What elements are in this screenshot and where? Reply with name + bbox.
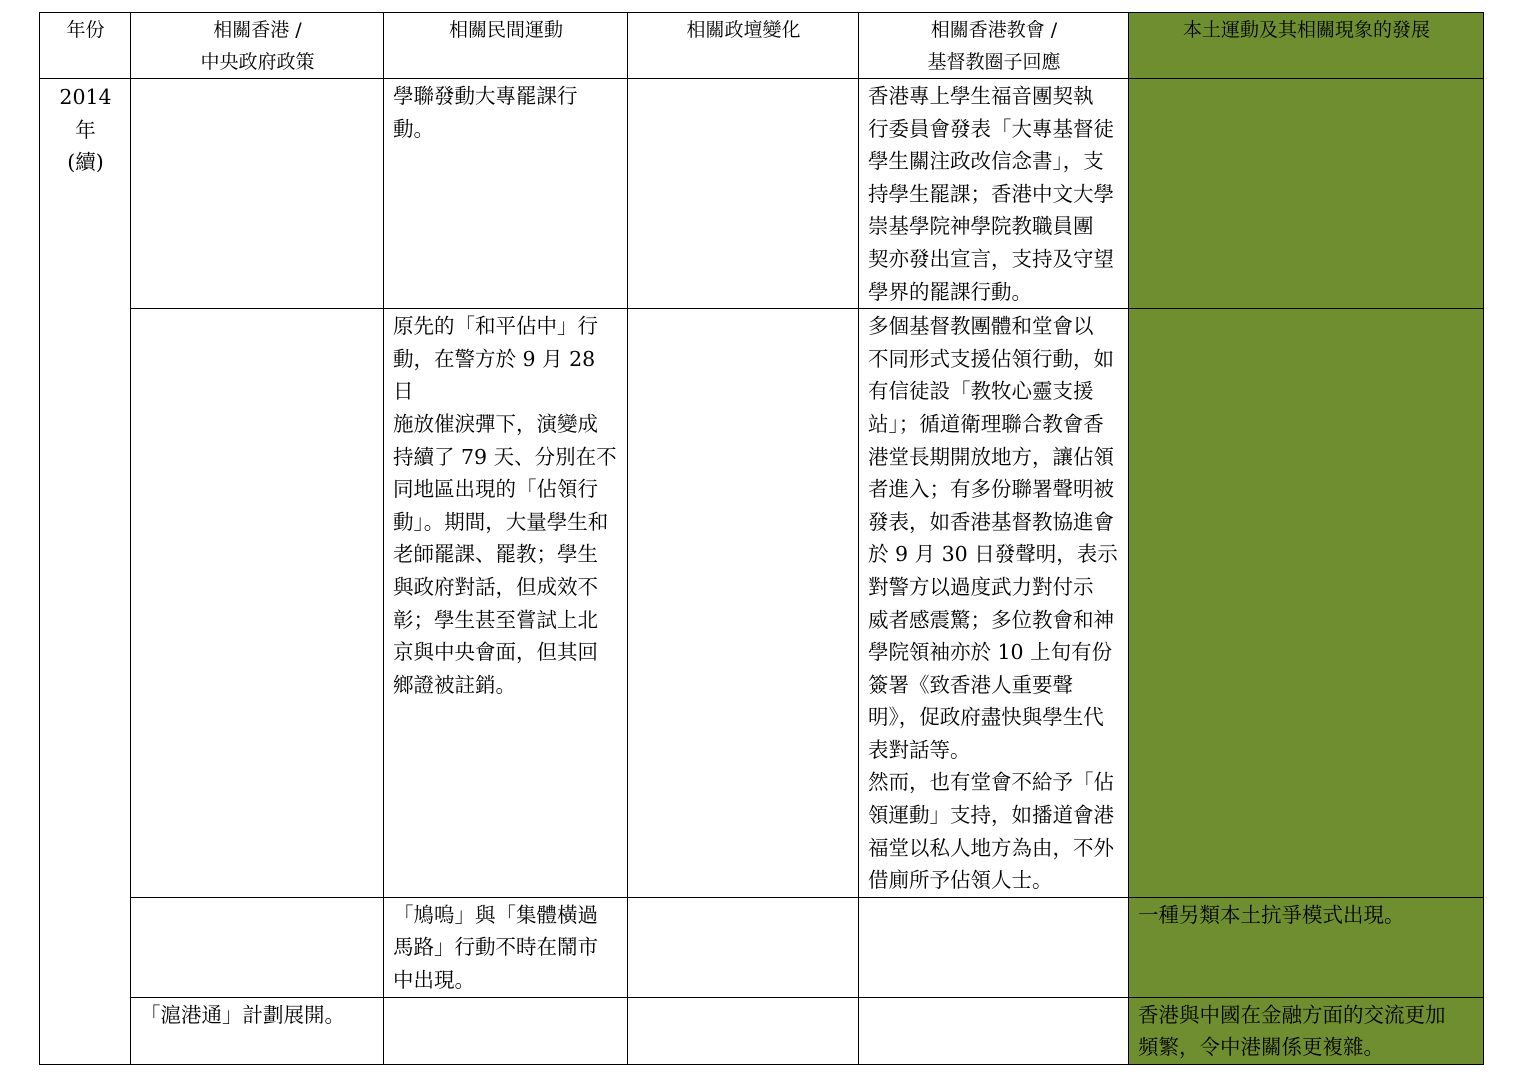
table-header-row	[40, 13, 1484, 79]
localism-cell: 一種另類本土抗爭模式出現。	[1129, 897, 1484, 997]
church-cell	[859, 997, 1129, 1064]
politics-cell	[628, 897, 859, 997]
localism-cell	[1129, 79, 1484, 309]
movement-cell: 「鳩嗚」與「集體橫過 馬路」行動不時在鬧市 中出現。	[384, 897, 628, 997]
movement-cell: 原先的「和平佔中」行 動，在警方於 9 月 28 日 施放催淚彈下，演變成 持續了 79 天、分別在不 同地區出現的「佔領行 動」。期間，大量學生和 老師罷課、罷教；學生 與政府對話，但成效不 彰；學生甚至嘗試上北 京與中央會面，但其回 鄉證被註銷。	[384, 309, 628, 898]
table-row	[40, 79, 1484, 309]
church-cell: 香港專上學生福音團契執 行委員會發表「大專基督徒 學生關注政改信念書」，支 持學生罷課；香港中文大學 崇基學院神學院教職員團 契亦發出宣言，支持及守望 學界的罷課行動。	[859, 79, 1129, 309]
header-policy: 相關香港 / 中央政府政策	[131, 13, 384, 79]
policy-cell	[131, 897, 384, 997]
church-cell: 多個基督教團體和堂會以 不同形式支援佔領行動，如 有信徒設「教牧心靈支援 站」；循道衛理聯合教會香 港堂長期開放地方，讓佔領 者進入；有多份聯署聲明被 發表，如香港基督教協進會 於 9 月 30 日發聲明，表示 對警方以過度武力對付示 威者感震驚；多位教會和神 學院領袖亦於 10 上旬有份 簽署《致香港人重要聲 明》，促政府盡快與學生代 表對話等。 然而，也有堂會不給予「佔 領運動」支持，如播道會港 福堂以私人地方為由，不外 借廁所予佔領人士。	[859, 309, 1129, 898]
church-cell	[859, 897, 1129, 997]
table-row	[40, 897, 1484, 997]
localism-cell	[1129, 309, 1484, 898]
policy-cell: 「滬港通」計劃展開。	[131, 997, 384, 1064]
table-row	[40, 997, 1484, 1064]
header-church: 相關香港教會 / 基督教圈子回應	[859, 13, 1129, 79]
table-row	[40, 309, 1484, 898]
policy-cell	[131, 79, 384, 309]
year-cell: 2014 年 (續)	[40, 79, 131, 1065]
header-politics: 相關政壇變化	[628, 13, 859, 79]
header-localism: 本土運動及其相關現象的發展	[1129, 13, 1484, 79]
politics-cell	[628, 79, 859, 309]
header-movement: 相關民間運動	[384, 13, 628, 79]
politics-cell	[628, 309, 859, 898]
policy-cell	[131, 309, 384, 898]
localism-cell: 香港與中國在金融方面的交流更加 頻繁，令中港關係更複雜。	[1129, 997, 1484, 1064]
header-year: 年份	[40, 13, 131, 79]
timeline-table	[39, 12, 1484, 1065]
politics-cell	[628, 997, 859, 1064]
movement-cell: 學聯發動大專罷課行 動。	[384, 79, 628, 309]
movement-cell	[384, 997, 628, 1064]
